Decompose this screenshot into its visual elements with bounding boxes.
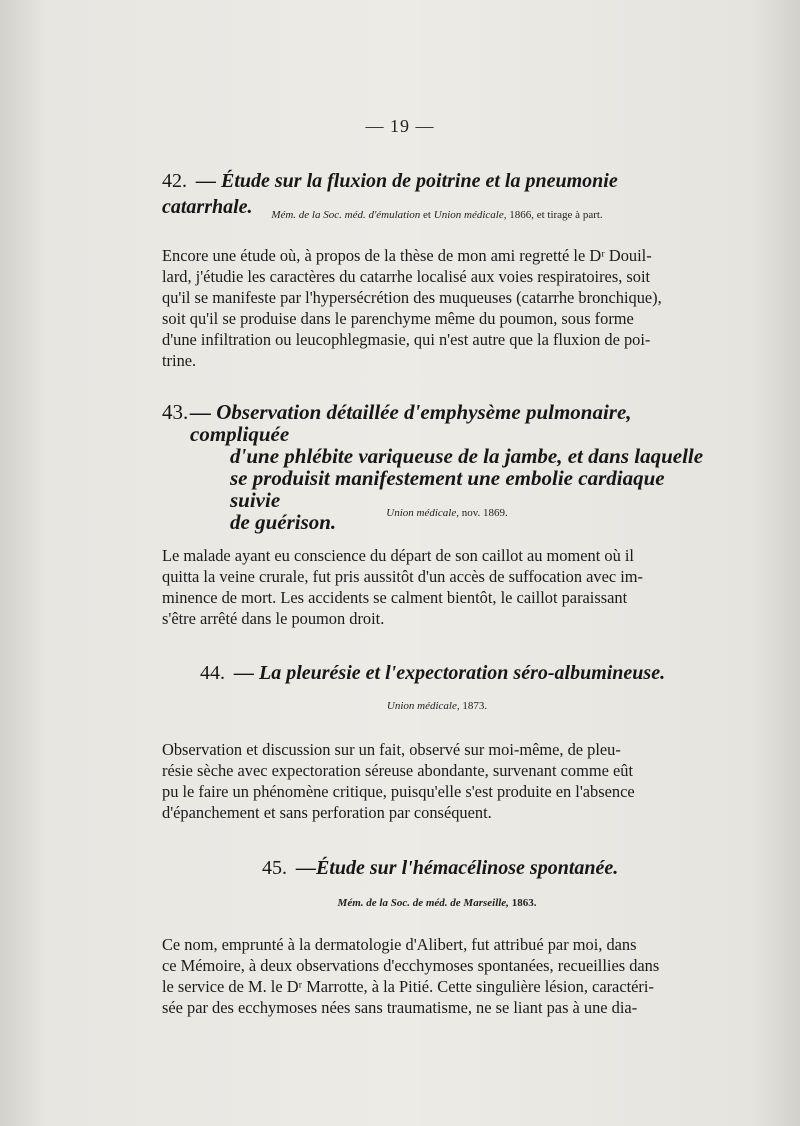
- source-journal: Union médicale,: [386, 507, 459, 519]
- body-line: d'une infiltration ou leucophlegmasie, qui n'est autre que la fluxion de poi-: [162, 330, 651, 349]
- source-citation: [162, 895, 712, 911]
- section-42-source: [162, 207, 712, 223]
- source-separator: et: [420, 209, 434, 221]
- source-details: 1873.: [459, 700, 488, 712]
- body-line: pu le faire un phénomène critique, puisqu'elle s'est produite en l'absence: [162, 782, 635, 801]
- body-line: minence de mort. Les accidents se calment bientôt, le caillot paraissant: [162, 588, 628, 607]
- body-line: résie sèche avec expectoration séreuse abondante, survenant comme eût: [162, 761, 634, 780]
- body-line: quitta la veine crurale, fut pris aussitôt d'un accès de suffocation avec im-: [162, 567, 643, 586]
- title-line: d'une phlébite variqueuse de la jambe, et dans laquelle: [230, 444, 704, 468]
- section-43-body: [162, 545, 712, 629]
- section-42-body: [162, 245, 712, 371]
- section-heading: [162, 660, 712, 686]
- title-line: de guérison.: [230, 510, 337, 534]
- source-citation: [162, 698, 712, 714]
- body-line: Le malade ayant eu conscience du départ de son caillot au moment où il: [162, 546, 634, 565]
- section-44-body: [162, 739, 712, 823]
- body-line: lard, j'étudie les caractères du catarrhe localisé aux voies respiratoires, soit: [162, 267, 651, 286]
- section-number: 44.: [200, 662, 225, 684]
- section-45-body: [162, 934, 712, 1018]
- body-line: Encore une étude où, à propos de la thèse de mon ami regretté le Dʳ Douil-: [162, 246, 652, 265]
- section-number: 45.: [262, 857, 287, 879]
- body-line: sée par des ecchymoses nées sans traumatisme, ne se liant pas à une dia-: [162, 998, 638, 1017]
- source-details: 1863.: [508, 897, 537, 909]
- source-details: 1866, et tirage à part.: [506, 209, 603, 221]
- body-line: soit qu'il se produise dans le parenchyme même du poumon, sous forme: [162, 309, 634, 328]
- section-45-source: [162, 895, 712, 911]
- section-title: —Étude sur l'hémacélinose spontanée.: [296, 857, 619, 879]
- body-line: trine.: [162, 351, 197, 370]
- title-line: — Observation détaillée d'emphysème pulmonaire, compliquée: [190, 400, 632, 446]
- source-details: nov. 1869.: [458, 507, 508, 519]
- section-number: 42.: [162, 170, 187, 192]
- section-heading: [162, 855, 712, 881]
- title-line: se produisit manifestement une embolie cardiaque suivie: [230, 466, 665, 512]
- section-title: — Étude sur la fluxion de poitrine et la pneumonie catarrhale.: [162, 170, 618, 218]
- source-journal: Union médicale,: [433, 209, 507, 221]
- body-line: d'épanchement et sans perforation par conséquent.: [162, 803, 492, 822]
- body-line: Observation et discussion sur un fait, observé sur moi-même, de pleu-: [162, 740, 621, 759]
- page-number: — 19 —: [365, 116, 435, 136]
- section-43-source: [162, 505, 712, 521]
- body-line: Ce nom, emprunté à la dermatologie d'Alibert, fut attribué par moi, dans: [162, 935, 637, 954]
- body-line: qu'il se manifeste par l'hypersécrétion des muqueuses (catarrhe bronchique),: [162, 288, 662, 307]
- body-line: s'être arrêté dans le poumon droit.: [162, 609, 385, 628]
- section-number: 43.: [162, 400, 189, 424]
- source-journal: Mém. de la Soc. de méd. de Marseille,: [337, 897, 509, 909]
- source-journal: Mém. de la Soc. méd. d'émulation: [271, 209, 421, 221]
- body-line: le service de M. le Dʳ Marrotte, à la Pitié. Cette singulière lésion, caractéri-: [162, 977, 654, 996]
- source-citation: [162, 207, 712, 223]
- body-line: ce Mémoire, à deux observations d'ecchymoses spontanées, recueillies dans: [162, 956, 660, 975]
- section-45: [162, 855, 712, 881]
- source-citation: [162, 505, 712, 521]
- section-44: [162, 660, 712, 686]
- section-title: — La pleurésie et l'expectoration séro-albumineuse.: [234, 662, 666, 684]
- section-44-source: [162, 698, 712, 714]
- source-journal: Union médicale,: [386, 700, 460, 712]
